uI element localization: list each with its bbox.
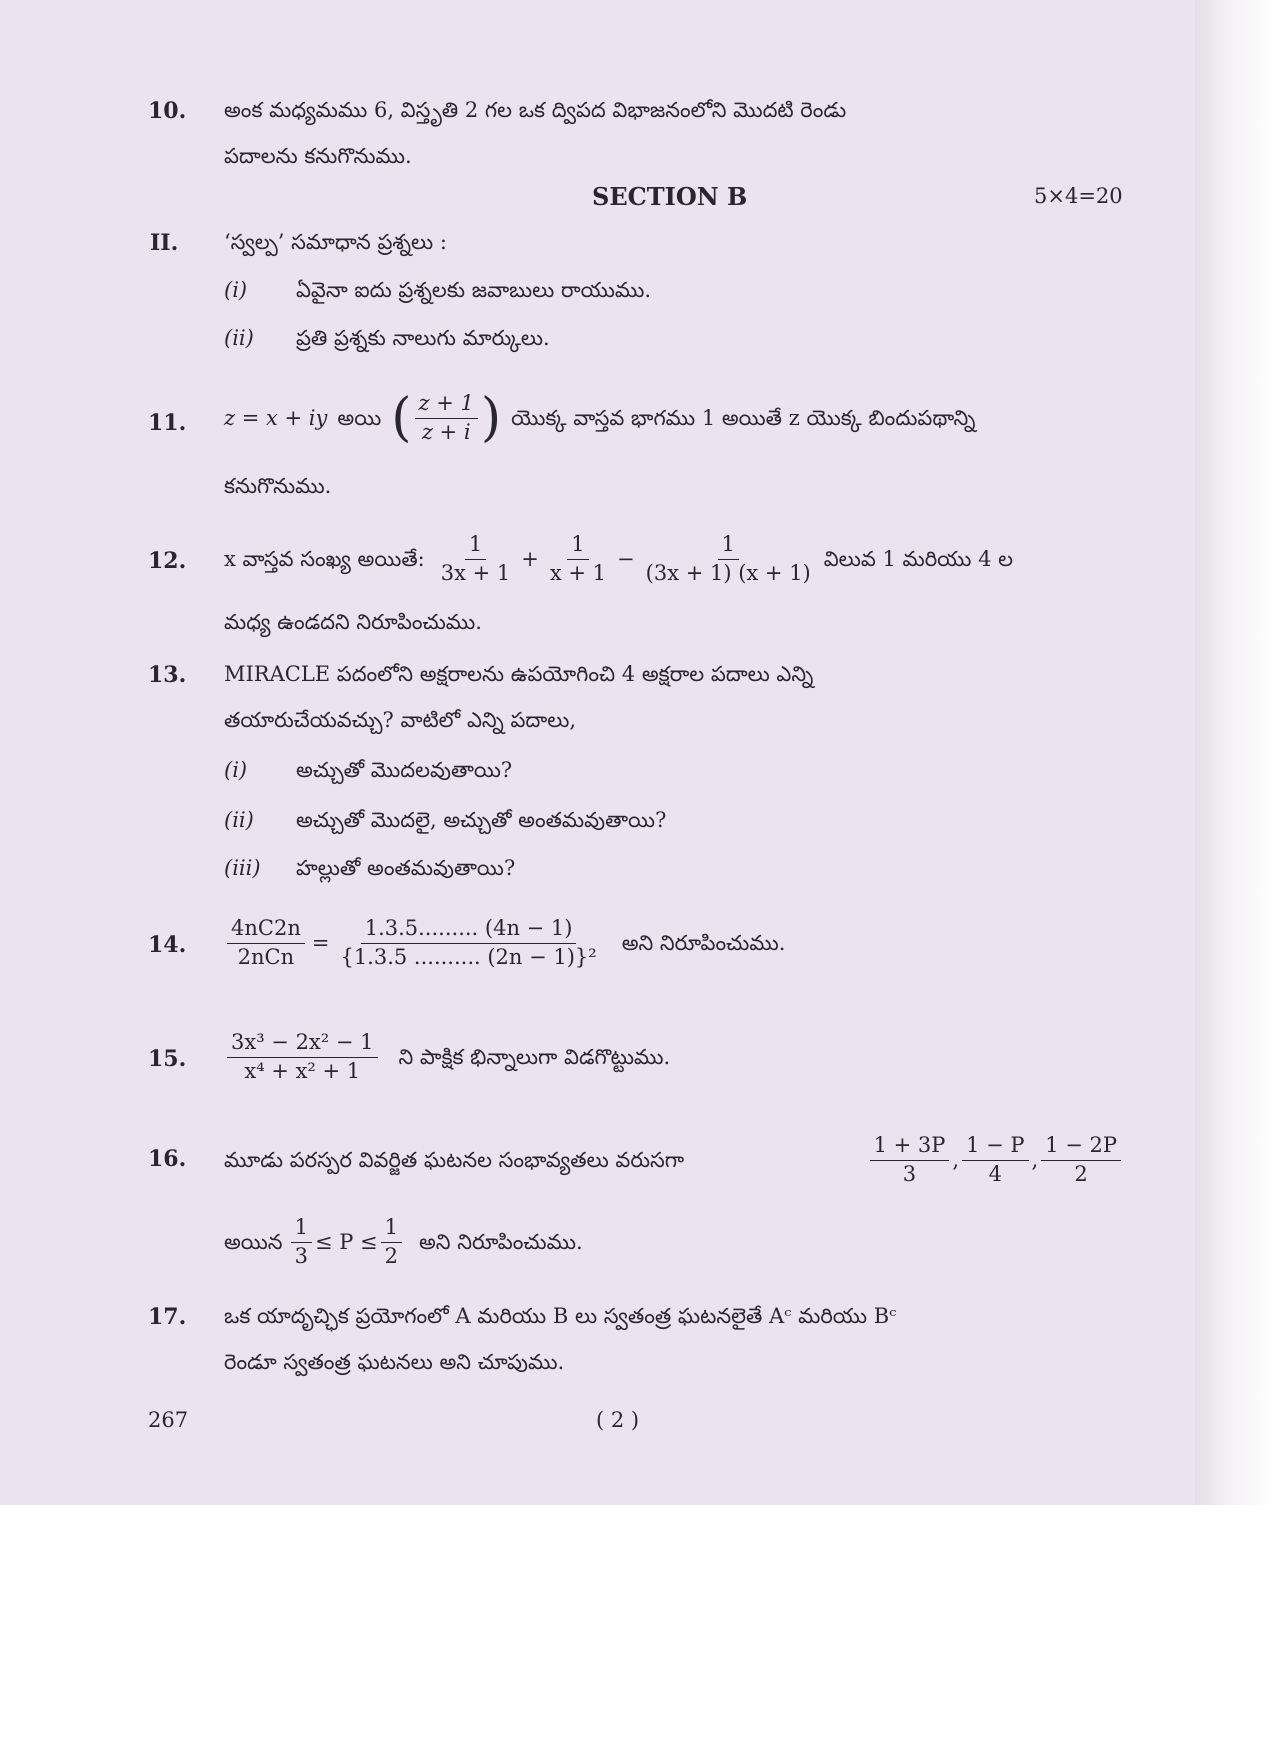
fraction bbox=[415, 392, 478, 443]
question-number: 11. bbox=[148, 410, 187, 436]
fraction bbox=[227, 917, 305, 968]
question-number: 15. bbox=[148, 1046, 187, 1072]
instruction-text: ప్రతి ప్రశ్నకు నాలుగు మార్కులు. bbox=[296, 326, 550, 350]
text-fragment: విలువ 1 మరియు 4 ల bbox=[823, 546, 1014, 571]
question-number: 13. bbox=[148, 662, 187, 688]
left-paren: ( bbox=[391, 388, 412, 448]
fraction-denominator: 3 bbox=[294, 1243, 308, 1268]
text-fragment: అని నిరూపించుము. bbox=[418, 1229, 583, 1254]
fraction-denominator: 3 bbox=[902, 1161, 917, 1186]
question-text: రెండూ స్వతంత్ర ఘటనలు అని చూపుము. bbox=[224, 1350, 565, 1374]
fraction-denominator: 3x + 1 bbox=[440, 560, 511, 585]
fraction bbox=[870, 1134, 950, 1185]
fraction-numerator: 1 bbox=[718, 533, 739, 559]
question-text: పదాలను కనుగొనుము. bbox=[224, 144, 412, 168]
fraction-denominator: x + 1 bbox=[549, 560, 607, 585]
question-number: 17. bbox=[148, 1304, 187, 1330]
fraction bbox=[437, 533, 515, 584]
text-fragment: యొక్క వాస్తవ భాగము 1 అయితే z యొక్క బిందుపథాన్ని bbox=[511, 405, 976, 430]
right-paren: ) bbox=[480, 388, 502, 448]
fraction-denominator: 4 bbox=[988, 1161, 1002, 1186]
fraction bbox=[291, 1216, 312, 1267]
question-formula-line bbox=[224, 382, 975, 454]
fraction-numerator: 1.3.5......... (4n − 1) bbox=[361, 917, 577, 943]
fraction bbox=[227, 1031, 378, 1082]
equation-lhs: z = x + iy bbox=[224, 405, 328, 430]
instruction-text: ఏవైనా ఐదు ప్రశ్నలకు జవాబులు రాయుము. bbox=[296, 278, 652, 302]
sub-label: (i) bbox=[224, 758, 248, 782]
fraction-numerator: 1 − P bbox=[962, 1134, 1028, 1160]
question-number: 10. bbox=[148, 98, 187, 124]
fraction-denominator: 2nCn bbox=[237, 944, 295, 969]
sub-label: (iii) bbox=[224, 856, 261, 880]
sub-label: (ii) bbox=[224, 326, 254, 350]
fraction-denominator: 2 bbox=[384, 1243, 398, 1268]
question-formula-line bbox=[224, 1022, 670, 1092]
fraction bbox=[962, 1134, 1028, 1185]
sub-label: (ii) bbox=[224, 808, 254, 832]
page-number: ( 2 ) bbox=[596, 1408, 640, 1432]
minus-sign: − bbox=[617, 546, 635, 571]
fraction bbox=[642, 533, 815, 584]
comma: , bbox=[1031, 1147, 1039, 1172]
fraction-denominator: x⁴ + x² + 1 bbox=[244, 1058, 361, 1083]
fraction-numerator: 1 bbox=[381, 1216, 402, 1242]
question-text: MIRACLE పదంలోని అక్షరాలను ఉపయోగించి 4 అక్షరాల పదాలు ఎన్ని bbox=[224, 662, 814, 686]
fraction-numerator: 4nC2n bbox=[227, 917, 305, 943]
question-text: ఒక యాదృచ్ఛిక ప్రయోగంలో A మరియు B లు స్వతంత్ర ఘటనలైతే Aᶜ మరియు Bᶜ bbox=[224, 1304, 897, 1328]
question-formula-line bbox=[224, 1212, 583, 1272]
question-number: 16. bbox=[148, 1146, 187, 1172]
question-formula-line bbox=[224, 906, 785, 980]
paper-code: 267 bbox=[148, 1408, 189, 1432]
question-number: 14. bbox=[148, 932, 187, 958]
text-fragment: x వాస్తవ సంఖ్య అయితే: bbox=[224, 546, 425, 571]
sub-question-text: హల్లుతో అంతమవుతాయి? bbox=[296, 856, 516, 880]
inequality: ≤ P ≤ bbox=[314, 1229, 378, 1254]
fraction-numerator: z + 1 bbox=[415, 392, 478, 418]
text-fragment: అని నిరూపించుము. bbox=[621, 930, 786, 955]
question-formula-line bbox=[224, 524, 1013, 594]
sub-question-text: అచ్చుతో మొదలై, అచ్చుతో అంతమవుతాయి? bbox=[296, 808, 667, 832]
text-fragment: ని పాక్షిక భిన్నాలుగా విడగొట్టుము. bbox=[398, 1044, 671, 1069]
sub-label: (i) bbox=[224, 278, 248, 302]
fraction-numerator: 1 bbox=[291, 1216, 312, 1242]
fraction-denominator: {1.3.5 .......... (2n − 1)}² bbox=[340, 944, 597, 969]
fraction-numerator: 1 bbox=[567, 533, 588, 559]
section-marks: 5×4=20 bbox=[1034, 184, 1123, 208]
equals-sign: = bbox=[311, 930, 330, 955]
fraction-denominator: 2 bbox=[1074, 1161, 1088, 1186]
part-heading: ‘స్వల్ప’ సమాధాన ప్రశ్నలు : bbox=[224, 230, 447, 254]
fraction-denominator: (3x + 1) (x + 1) bbox=[645, 560, 811, 585]
comma: , bbox=[952, 1147, 960, 1172]
fraction-numerator: 3x³ − 2x² − 1 bbox=[227, 1031, 378, 1057]
fraction bbox=[336, 917, 600, 968]
question-formula-line bbox=[224, 1130, 1124, 1190]
sub-question-text: అచ్చుతో మొదలవుతాయి? bbox=[296, 758, 513, 782]
section-title: SECTION B bbox=[592, 182, 748, 211]
plus-sign: + bbox=[521, 546, 539, 571]
fraction-numerator: 1 − 2P bbox=[1041, 1134, 1121, 1160]
fraction bbox=[381, 1216, 402, 1267]
text-fragment: మూడు పరస్పర వివర్జిత ఘటనల సంభావ్యతలు వరుసగా bbox=[224, 1147, 685, 1172]
question-text: అంక మధ్యమము 6, విస్తృతి 2 గల ఒక ద్విపద విభాజనంలోని మొదటి రెండు bbox=[224, 98, 847, 122]
question-text: కనుగొనుము. bbox=[224, 474, 332, 498]
fraction bbox=[546, 533, 610, 584]
question-text: తయారుచేయవచ్చు? వాటిలో ఎన్ని పదాలు, bbox=[224, 708, 577, 732]
fraction-numerator: 1 + 3P bbox=[870, 1134, 950, 1160]
fraction-numerator: 1 bbox=[465, 533, 486, 559]
part-number: II. bbox=[150, 230, 179, 256]
text-fragment: అయి bbox=[337, 405, 382, 430]
text-fragment: అయిన bbox=[224, 1229, 283, 1254]
question-text: మధ్య ఉండదని నిరూపించుము. bbox=[224, 610, 482, 634]
question-number: 12. bbox=[148, 548, 187, 574]
fraction-denominator: z + i bbox=[421, 419, 471, 444]
fraction bbox=[1041, 1134, 1121, 1185]
scan-edge bbox=[1195, 0, 1275, 1505]
